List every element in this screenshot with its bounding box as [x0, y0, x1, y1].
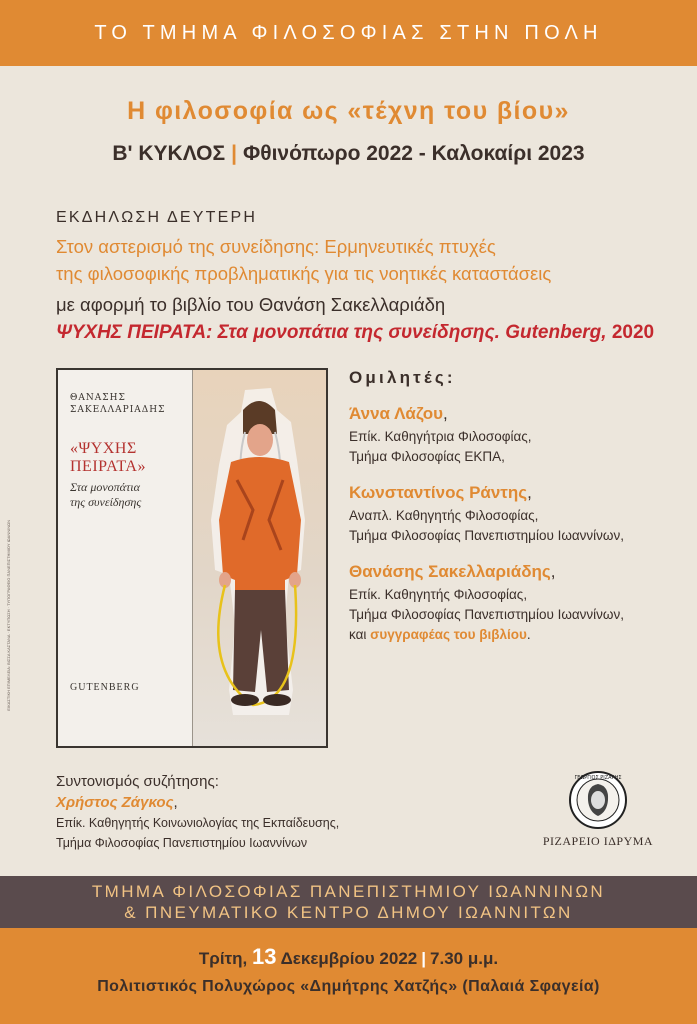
cycle-period: Φθινόπωρο 2022 - Καλοκαίρι 2023 [243, 142, 585, 165]
print-credit: ΕΙΚΑΣΤΙΚΗ ΕΠΙΜΕΛΕΙΑ: ΒΙΣΣΑ ΚΑΣΤΑΝΑ · ΕΚΤΥΠΩΣΗ · ΤΥΠΟΓΡΑΦΕΙΟ ΠΑΝΕΠΙΣΤΗΜΙΟΥ ΙΩΑΝΝΙΝΩΝ [6, 520, 11, 711]
speakers-label: Ομιλητές: [349, 368, 456, 387]
figure-foot-right [263, 694, 291, 706]
cycle-name: Β' ΚΥΚΛΟΣ [112, 142, 226, 165]
day-number: 13 [251, 944, 277, 969]
occasion-text: με αφορμή το βιβλίο του Θανάση Σακελλαριάδη [56, 294, 446, 315]
organizer-line: ΤΜΗΜΑ ΦΙΛΟΣΟΦΙΑΣ ΠΑΝΕΠΙΣΤΗΜΙΟΥ ΙΩΑΝΝΙΝΩΝ [91, 882, 606, 901]
seal-portrait-face [591, 791, 605, 809]
event-title-line: της φιλοσοφικής προβληματικής για τις νοητικές καταστάσεις [56, 263, 552, 284]
book-cover-title [70, 440, 146, 476]
cover-subtitle-line: Στα μονοπάτια [70, 480, 140, 494]
cover-subtitle-line: της συνείδησης [70, 495, 142, 509]
month-year: Δεκεμβρίου 2022 [280, 949, 418, 968]
book-year: 2020 [611, 322, 655, 343]
series-title: Η φιλοσοφία ως «τέχνη του βίου» [127, 97, 570, 125]
foundation-name: ΡΙΖΑΡΕΙΟ ΙΔΡΥΜΑ [542, 834, 654, 848]
cycle-line [0, 142, 697, 166]
figure-face [247, 424, 273, 456]
speaker-title: Επίκ. Καθηγητής Φιλοσοφίας, [349, 587, 528, 602]
comma: , [173, 794, 178, 811]
author-line: ΣΑΚΕΛΛΑΡΙΑΔΗΣ [70, 405, 166, 415]
cover-title-line: «ΨΥΧΗΣ [70, 440, 137, 457]
note-prefix: και [349, 627, 367, 642]
painted-figure-illustration [193, 370, 326, 746]
moderator-name-line [56, 794, 178, 811]
rizarios-seal-logo [568, 770, 628, 830]
moderator-affiliation: Τμήμα Φιλοσοφίας Πανεπιστημίου Ιωαννίνων [56, 836, 308, 850]
cover-title-line: ΠΕΙΡΑΤΑ» [70, 458, 146, 475]
moderator-title: Επίκ. Καθηγητής Κοινωνιολογίας της Εκπαίδευσης, [56, 816, 340, 830]
series-header: ΤΟ ΤΜΗΜΑ ΦΙΛΟΣΟΦΙΑΣ ΣΤΗΝ ΠΟΛΗ [94, 21, 603, 44]
speaker-affiliation: Τμήμα Φιλοσοφίας ΕΚΠΑ, [349, 449, 505, 464]
book-cover-publisher: GUTENBERG [70, 682, 140, 693]
speaker-title: Επίκ. Καθηγήτρια Φιλοσοφίας, [349, 429, 532, 444]
venue: Πολιτιστικός Πολυχώρος «Δημήτρης Χατζής» (Παλαιά Σφαγεία) [97, 978, 600, 995]
separator: | [421, 949, 427, 968]
weekday: Τρίτη, [198, 949, 248, 968]
author-line: ΘΑΝΑΣΗΣ [70, 393, 126, 403]
book-cover [56, 368, 328, 748]
seal-text: ΓΕΩΡΓΙΟΣ ΡΙΖΑΡΗΣ [574, 775, 622, 781]
moderator-name: Χρήστος Ζάγκος [56, 794, 174, 811]
speaker-name: Άννα Λάζου [349, 404, 444, 423]
organizer-line: & ΠΝΕΥΜΑΤΙΚΟ ΚΕΝΤΡΟ ΔΗΜΟΥ ΙΩΑΝΝΙΤΩΝ [124, 903, 573, 922]
event-label: ΕΚΔΗΛΩΣΗ ΔΕΥΤΕΡΗ [56, 209, 258, 226]
comma: , [527, 483, 532, 502]
moderator-label: Συντονισμός συζήτησης: [56, 773, 219, 790]
book-cover-painting [193, 370, 326, 746]
date-venue-banner [0, 928, 697, 1024]
speaker-title: Αναπλ. Καθηγητής Φιλοσοφίας, [349, 508, 539, 523]
event-title [56, 233, 551, 287]
book-title: ΨΥΧΗΣ ΠΕΙΡΑΤΑ: Στα μονοπάτια της συνείδησης. Gutenberg, [56, 322, 607, 343]
figure-foot-left [231, 694, 259, 706]
event-date [0, 944, 697, 970]
book-cover-text-panel [58, 370, 193, 746]
event-title-line: Στον αστερισμό της συνείδησης: Ερμηνευτικές πτυχές [56, 236, 496, 257]
speaker-entry [349, 483, 624, 543]
speaker-affiliation: Τμήμα Φιλοσοφίας Πανεπιστημίου Ιωαννίνων, [349, 528, 624, 543]
speaker-entry [349, 404, 532, 464]
note-suffix: . [526, 627, 531, 642]
book-title-line [56, 322, 654, 344]
event-time: 7.30 μ.μ. [430, 949, 499, 968]
note-highlight: συγγραφέας του βιβλίου [370, 627, 527, 642]
speaker-affiliation: Τμήμα Φιλοσοφίας Πανεπιστημίου Ιωαννίνων, [349, 607, 624, 622]
organizers-banner [0, 876, 697, 928]
book-cover-subtitle [70, 480, 141, 510]
comma: , [443, 404, 448, 423]
speaker-author-note [349, 627, 624, 642]
comma: , [550, 562, 556, 581]
speaker-entry [349, 562, 624, 642]
speaker-name: Θανάσης Σακελλαριάδης [349, 562, 551, 581]
separator: | [231, 142, 237, 165]
top-banner [0, 0, 697, 66]
figure-jacket [219, 457, 301, 590]
speaker-name: Κωνσταντίνος Ράντης [349, 483, 528, 502]
book-cover-author [70, 392, 165, 416]
